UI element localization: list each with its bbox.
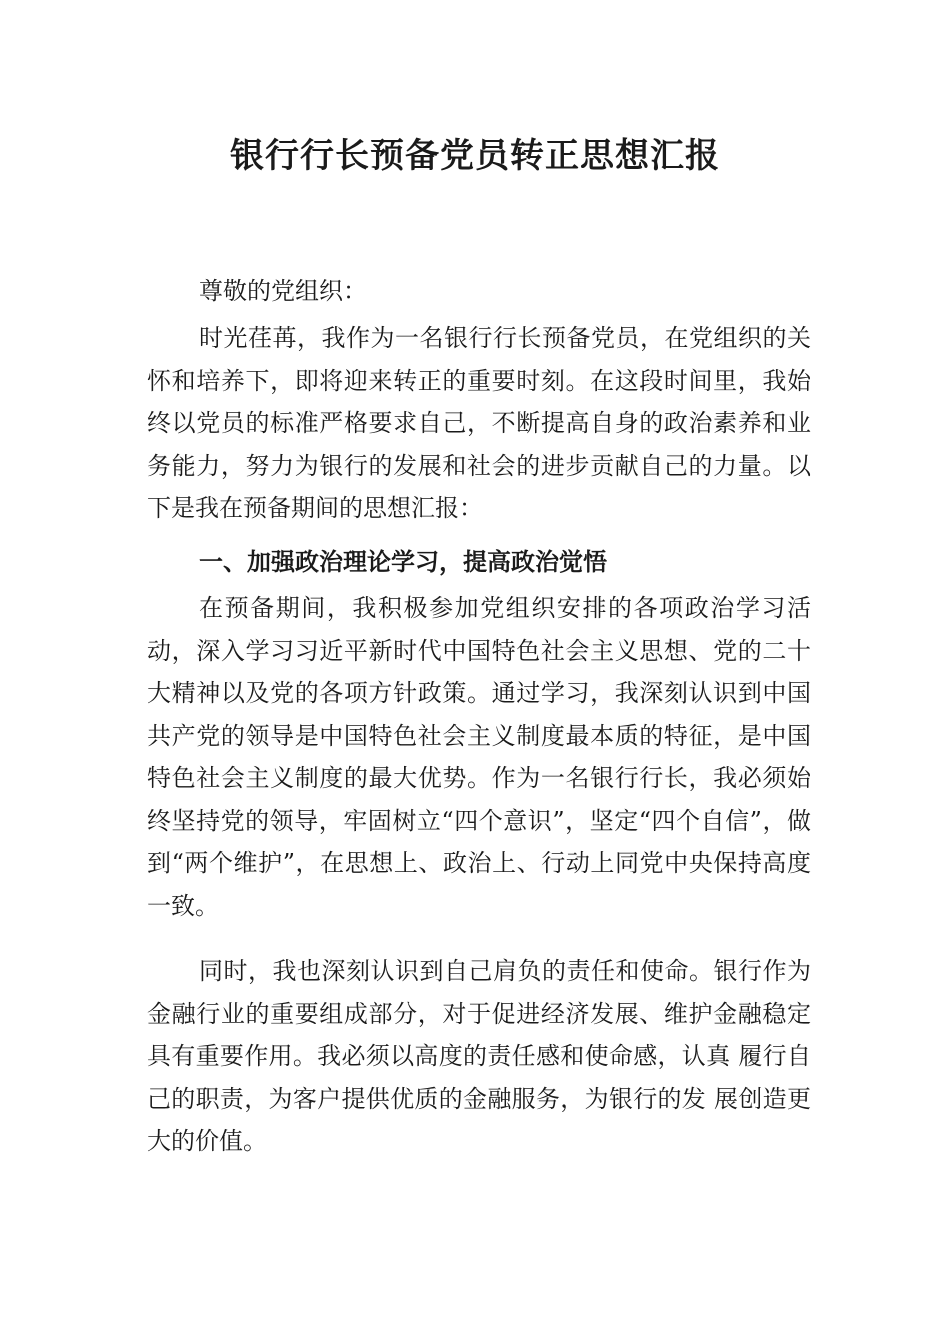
- section-heading: 一、加强政治理论学习，提高政治觉悟: [199, 548, 607, 576]
- paragraph-study: 在预备期间，我积极参加党组织安排的各项政治学习活动，深入学习习近平新时代中国特色社会主义思想、党的二十大精神以及党的各项方针政策。通过学习，我深刻认识到中国共产党的领导是中国特色社会主义制度最本质的特征，是中国特色社会主义制度的最大优势。作为一名银行行长，我必须始终坚持党的领导，牢固树立“四个意识”，坚定“四个自信”，做到“两个维护”，在思想上、政治上、行动上同党中央保持高度一致。: [147, 594, 811, 920]
- paragraph-intro: 时光荏苒，我作为一名银行行长预备党员，在党组织的关怀和培养下，即将迎来转正的重要时刻。在这段时间里，我始终以党员的标准严格要求自己，不断提高自身的政治素养和业务能力，努力为银行的发展和社会的进步贡献自己的力量。以下是我在预备期间的思想汇报：: [147, 324, 811, 522]
- paragraph-responsibility: 同时，我也深刻认识到自己肩负的责任和使命。银行作为金融行业的重要组成部分，对于促进经济发展、维护金融稳定具有重要作用。我必须以高度的责任感和使命感，认真 履行自己的职责，为客户提供优质的金融服务，为银行的发 展创造更大的价值。: [147, 957, 811, 1155]
- document-title: 银行行长预备党员转正思想汇报: [230, 136, 720, 176]
- salutation: 尊敬的党组织：: [199, 277, 367, 305]
